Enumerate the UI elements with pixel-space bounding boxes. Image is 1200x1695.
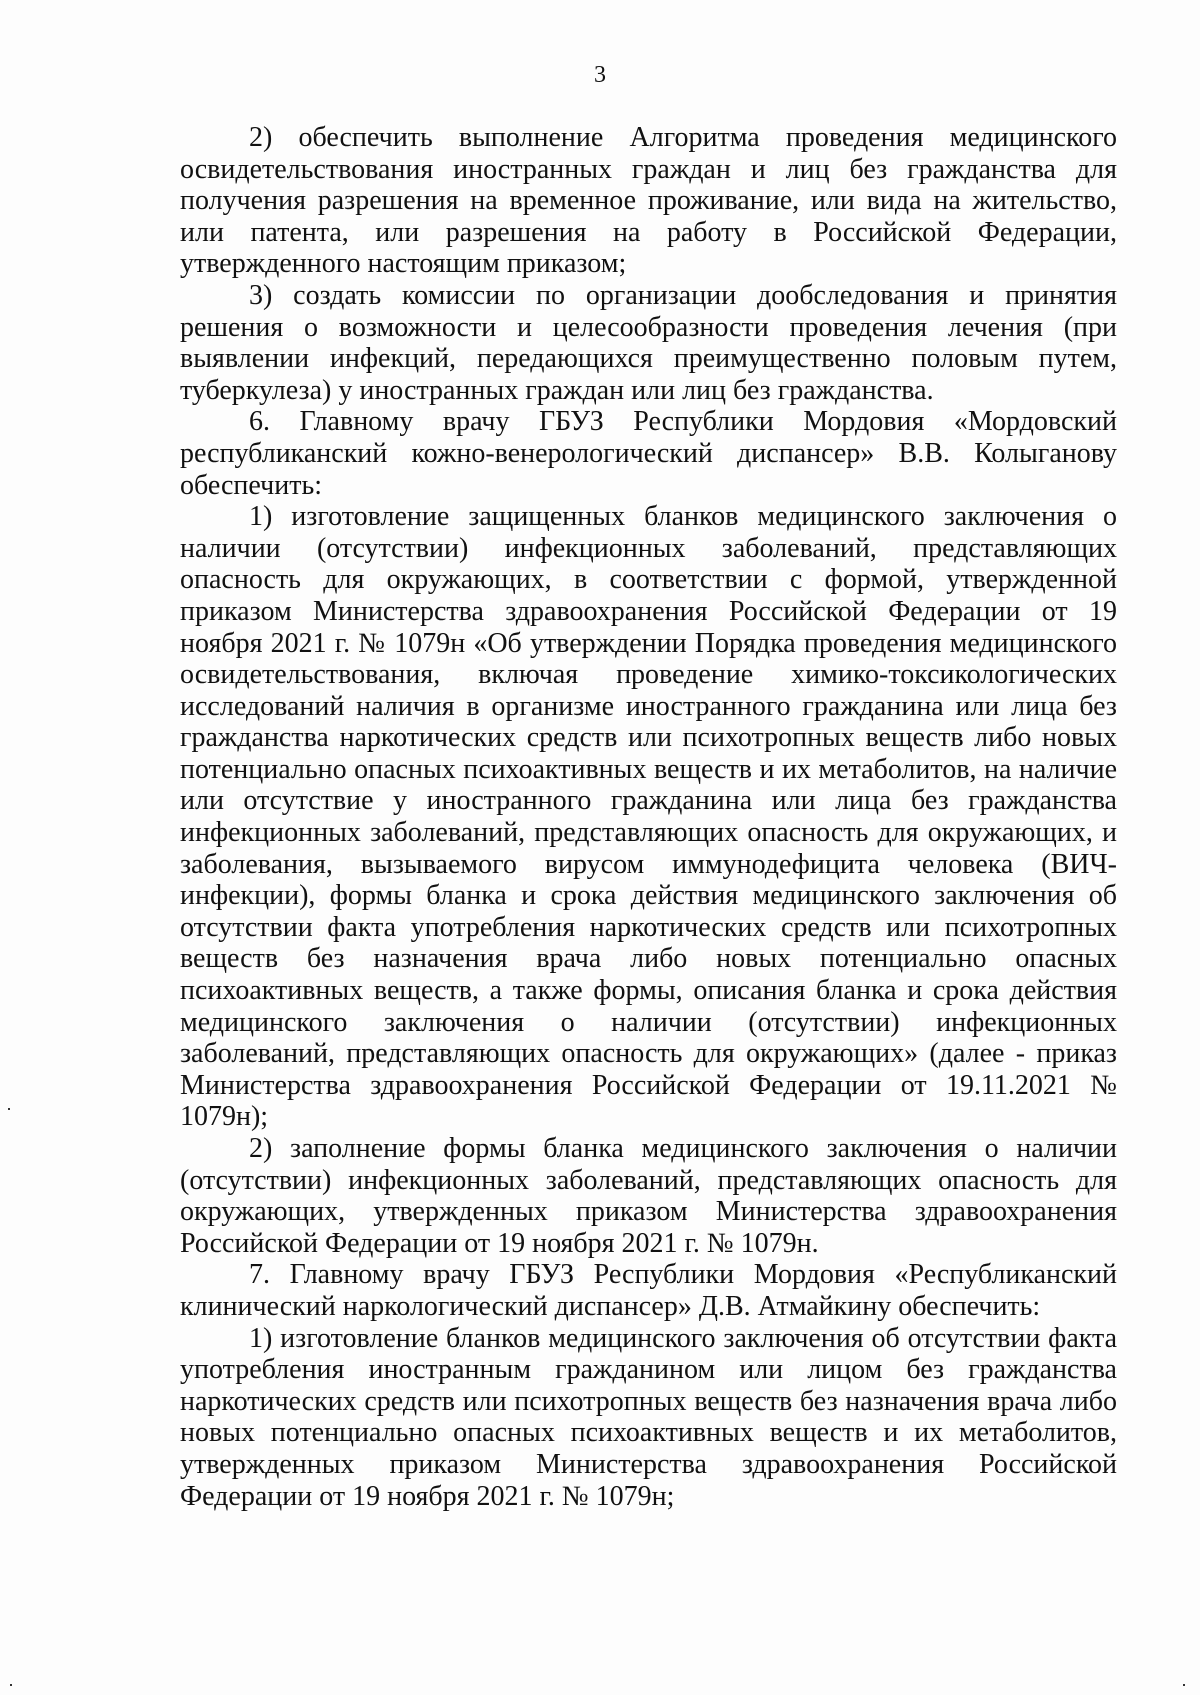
page-number: 3 bbox=[594, 62, 606, 88]
scan-artifact-left bbox=[8, 1108, 10, 1110]
document-body bbox=[180, 122, 1117, 1512]
paragraph-section-7: 7. Главному врачу ГБУЗ Республики Мордовия «Республиканский клинический наркологический диспансер» Д.В. Атмайкину обеспечить: bbox=[180, 1259, 1117, 1322]
paragraph-section-6: 6. Главному врачу ГБУЗ Республики Мордовия «Мордовский республиканский кожно-венерологический диспансер» В.В. Колыганову обеспечить: bbox=[180, 406, 1117, 501]
scan-artifact-bottom-left bbox=[10, 1684, 12, 1686]
paragraph-section-7-item-1: 1) изготовление бланков медицинского заключения об отсутствии факта употребления иностранным гражданином или лицом без гражданства наркотических средств или психотропных веществ без назначения врача либо новых потенциально опасных психоактивных веществ и их метаболитов, утвержденных приказом Министерства здравоохранения Российской Федерации от 19 ноября 2021 г. № 1079н; bbox=[180, 1322, 1117, 1512]
scan-artifact-bottom-right bbox=[1183, 1684, 1185, 1686]
paragraph-item-3-commissions: 3) создать комиссии по организации дообследования и принятия решения о возможности и целесообразности проведения лечения (при выявлении инфекций, передающихся преимущественно половым путем, туберкулеза) у иностранных граждан или лиц без гражданства. bbox=[180, 279, 1117, 406]
paragraph-section-6-item-1: 1) изготовление защищенных бланков медицинского заключения о наличии (отсутствии) инфекционных заболеваний, представляющих опасность для окружающих, в соответствии с формой, утвержденной приказом Министерства здравоохранения Российской Федерации от 19 ноября 2021 г. № 1079н «Об утверждении Порядка проведения медицинского освидетельствования, включая проведение химико-токсикологических исследований наличия в организме иностранного гражданина или лица без гражданства наркотических средств или психотропных веществ либо новых потенциально опасных психоактивных веществ и их метаболитов, на наличие или отсутствие у иностранного гражданина или лица без гражданства инфекционных заболеваний, представляющих опасность для окружающих, и заболевания, вызываемого вирусом иммунодефицита человека (ВИЧ-инфекции), формы бланка и срока действия медицинского заключения об отсутствии факта употребления наркотических средств или психотропных веществ без назначения врача либо новых потенциально опасных психоактивных веществ, а также формы, описания бланка и срока действия медицинского заключения о наличии (отсутствии) инфекционных заболеваний, представляющих опасность для окружающих» (далее - приказ Министерства здравоохранения Российской Федерации от 19.11.2021 № 1079н); bbox=[180, 501, 1117, 1133]
paragraph-section-6-item-2: 2) заполнение формы бланка медицинского заключения о наличии (отсутствии) инфекционных заболеваний, представляющих опасность для окружающих, утвержденных приказом Министерства здравоохранения Российской Федерации от 19 ноября 2021 г. № 1079н. bbox=[180, 1133, 1117, 1259]
paragraph-item-2-algorithm: 2) обеспечить выполнение Алгоритма проведения медицинского освидетельствования иностранных граждан и лиц без гражданства для получения разрешения на временное проживание, или вида на жительство, или патента, или разрешения на работу в Российской Федерации, утвержденного настоящим приказом; bbox=[180, 122, 1117, 280]
